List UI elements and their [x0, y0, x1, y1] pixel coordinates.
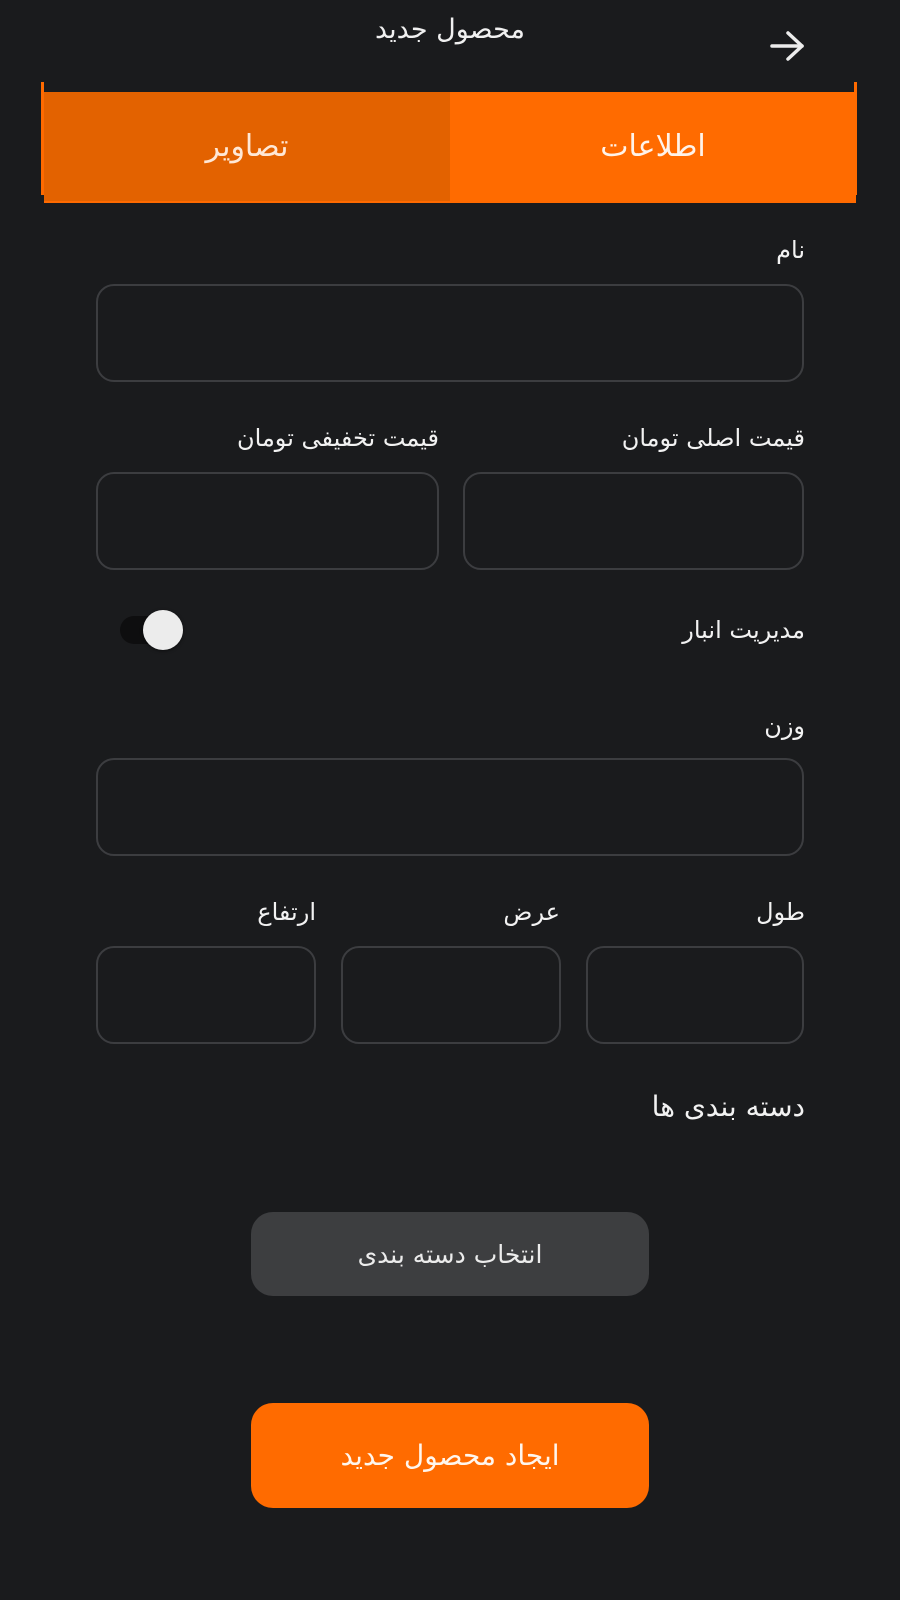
tab-info[interactable] — [450, 92, 856, 201]
categories-title: دسته بندی ها — [651, 1090, 805, 1123]
discount-price-label: قیمت تخفیفی تومان — [237, 424, 439, 452]
select-category-button[interactable] — [251, 1212, 649, 1296]
height-input[interactable] — [96, 946, 316, 1044]
discount-price-input[interactable] — [96, 472, 439, 570]
arrow-right-icon — [769, 29, 807, 67]
create-product-label: ایجاد محصول جدید — [340, 1439, 560, 1472]
back-button[interactable] — [766, 26, 810, 70]
tab-bar — [44, 92, 856, 203]
length-input[interactable] — [586, 946, 804, 1044]
weight-label: وزن — [764, 712, 805, 740]
toggle-knob — [143, 610, 183, 650]
width-label: عرض — [503, 898, 560, 926]
weight-input[interactable] — [96, 758, 804, 856]
create-product-button[interactable] — [251, 1403, 649, 1508]
name-input[interactable] — [96, 284, 804, 382]
original-price-label: قیمت اصلی تومان — [621, 424, 805, 452]
height-label: ارتفاع — [257, 898, 316, 926]
tab-images-label: تصاویر — [205, 129, 289, 164]
select-category-label: انتخاب دسته بندی — [357, 1239, 543, 1269]
width-input[interactable] — [341, 946, 561, 1044]
tab-info-label: اطلاعات — [600, 129, 706, 164]
tab-images[interactable] — [44, 92, 450, 201]
name-label: نام — [776, 236, 805, 264]
inventory-label: مدیریت انبار — [682, 616, 805, 644]
inventory-toggle[interactable] — [118, 608, 188, 652]
page-title: محصول جدید — [374, 14, 525, 45]
original-price-input[interactable] — [463, 472, 804, 570]
length-label: طول — [756, 898, 805, 926]
